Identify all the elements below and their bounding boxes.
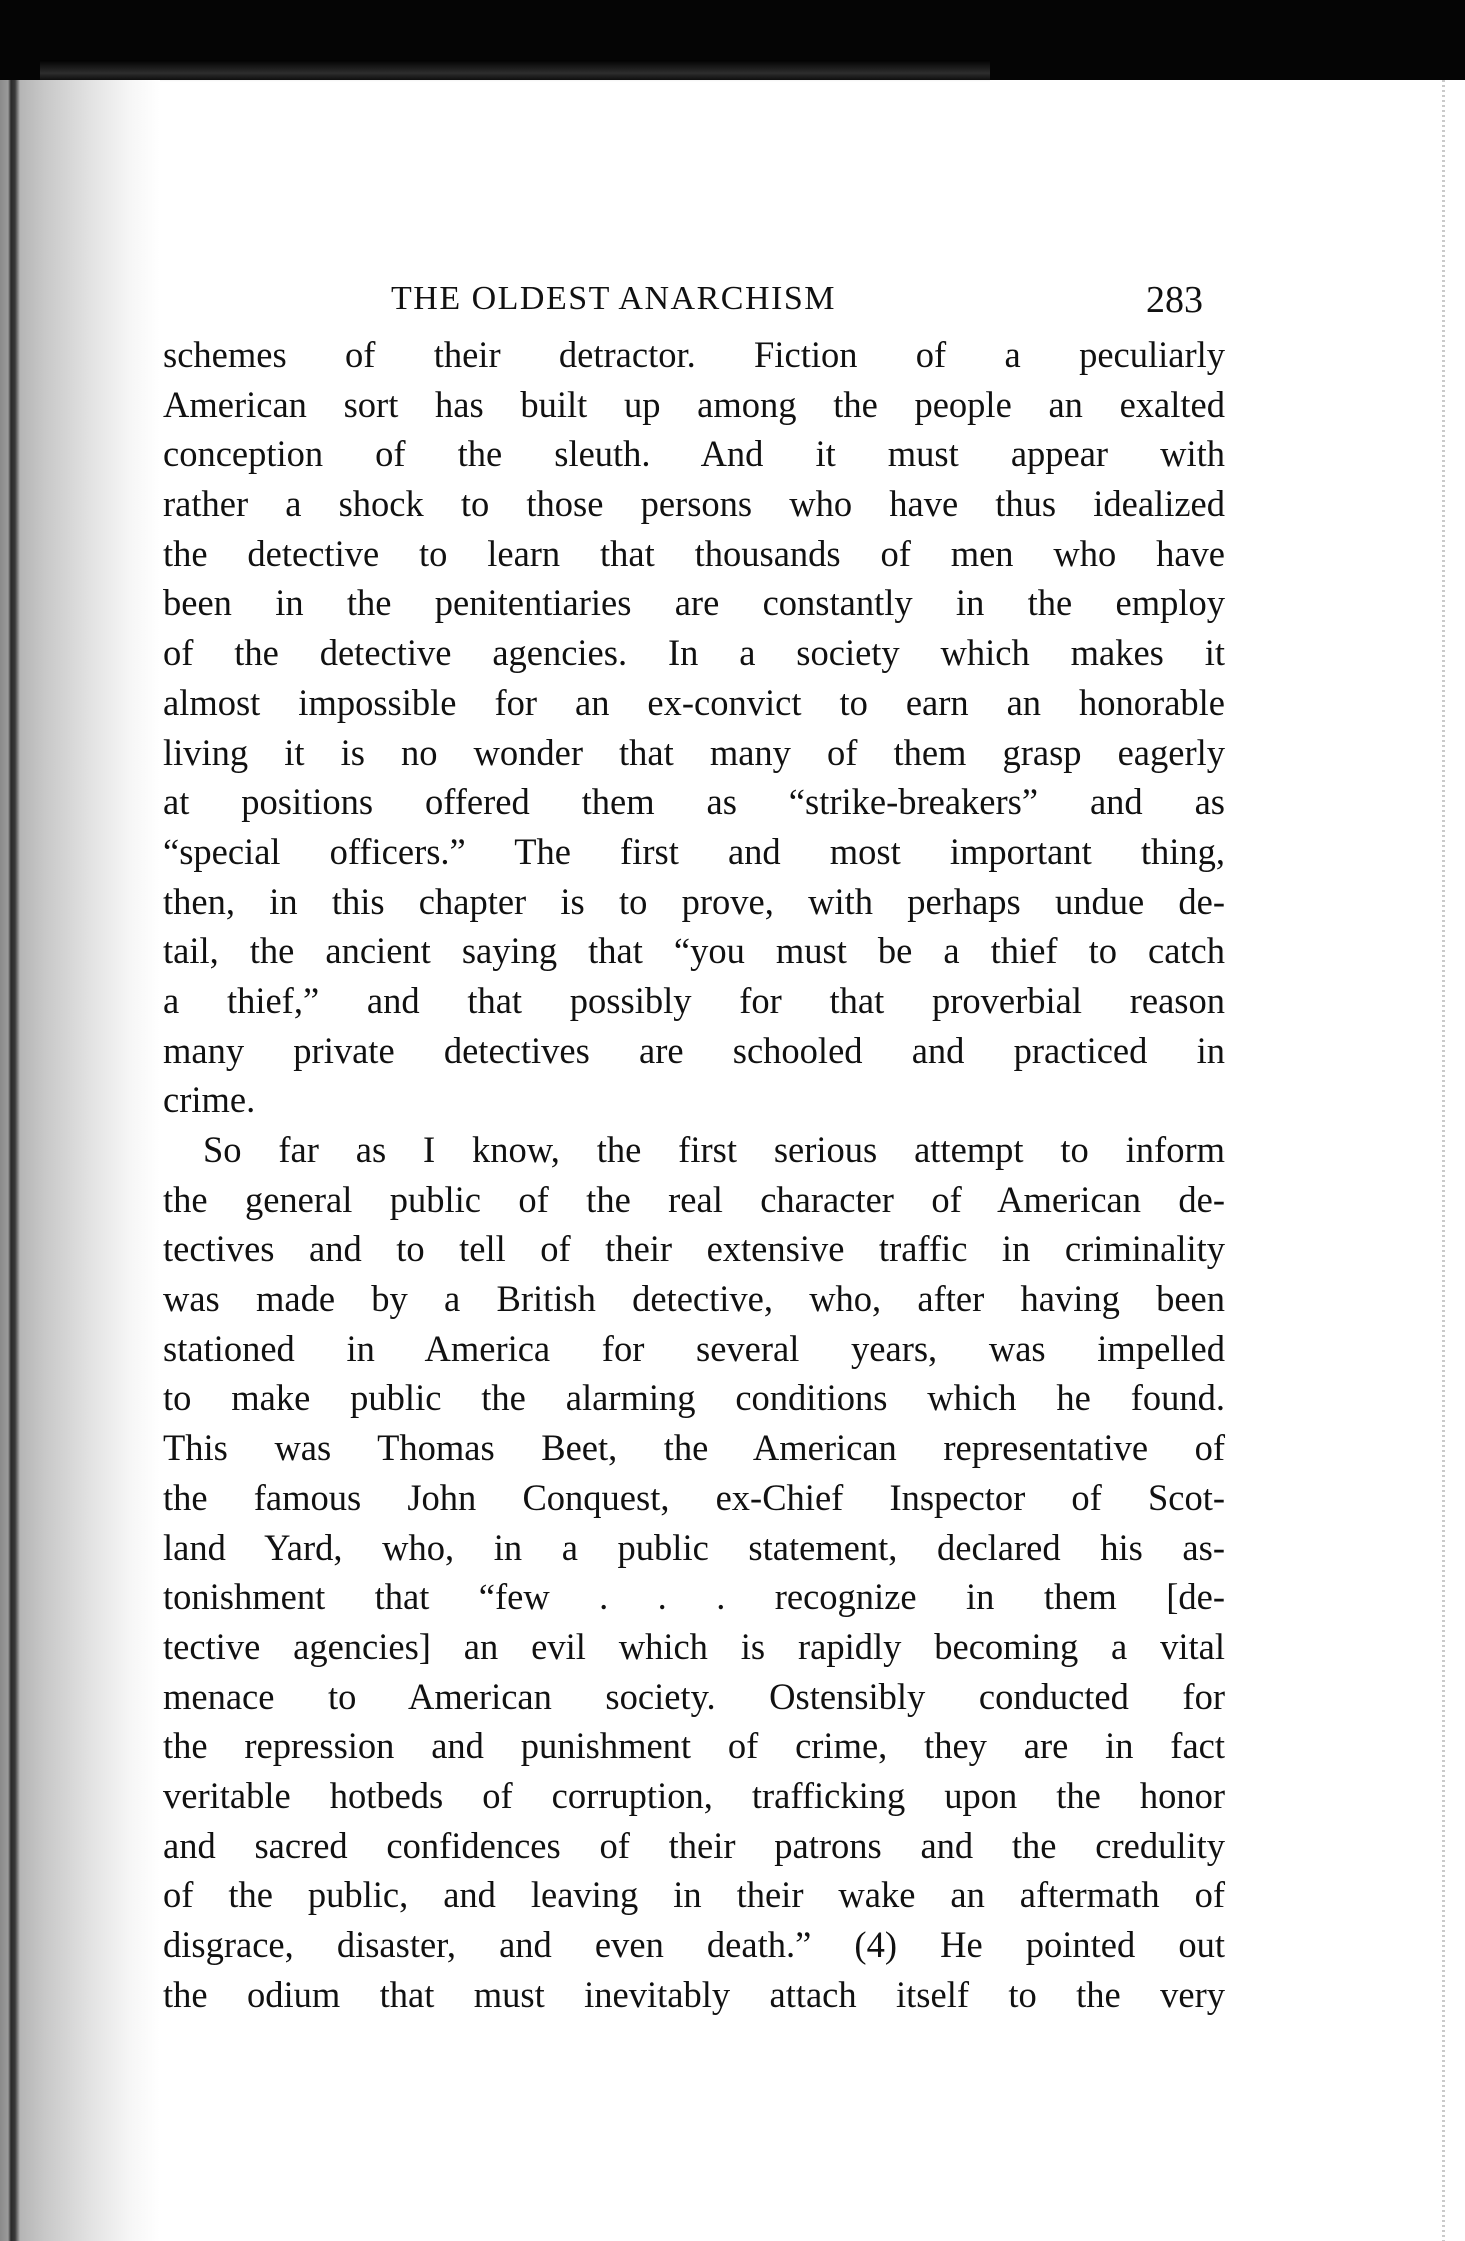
text-line: “special officers.” The first and most important thing, — [163, 830, 1225, 872]
text-line: the odium that must inevitably attach itself to the very — [163, 1973, 1225, 2015]
text-line: at positions offered them as “strike-breakers” and as — [163, 781, 1225, 823]
text-line: almost impossible for an ex-convict to earn an honorable — [163, 681, 1225, 723]
text-line: conception of the sleuth. And it must appear with — [163, 433, 1225, 475]
text-line: rather a shock to those persons who have thus idealized — [163, 483, 1225, 525]
text-line: the general public of the real character of American de- — [163, 1178, 1225, 1220]
scan-page-edge-shadow — [40, 60, 990, 82]
running-title: THE OLDEST ANARCHISM — [391, 280, 836, 317]
text-line: of the detective agencies. In a society which makes it — [163, 632, 1225, 674]
text-line: schemes of their detractor. Fiction of a peculiarly — [163, 334, 1225, 375]
body-text — [163, 330, 1225, 2019]
text-line: tonishment that “few . . . recognize in them [de- — [163, 1576, 1225, 1618]
text-line: a thief,” and that possibly for that proverbial reason — [163, 979, 1225, 1021]
text-line: tective agencies] an evil which is rapidly becoming a vital — [163, 1625, 1225, 1667]
text-line: land Yard, who, in a public statement, declared his as- — [163, 1526, 1225, 1568]
page-right-edge — [1442, 80, 1445, 2241]
text-line: been in the penitentiaries are constantly in the employ — [163, 582, 1225, 624]
text-line: the detective to learn that thousands of men who have — [163, 532, 1225, 574]
book-binding-shadow — [0, 80, 160, 2241]
text-line: to make public the alarming conditions which he found. — [163, 1377, 1225, 1419]
text-line: and sacred confidences of their patrons and the credulity — [163, 1824, 1225, 1866]
text-line: living it is no wonder that many of them grasp eagerly — [163, 731, 1225, 773]
text-line-content: So far as I know, the first serious attempt to inform — [203, 1129, 1225, 1170]
paragraph-2 — [163, 1125, 1225, 2019]
running-header — [163, 272, 1225, 330]
text-line: the repression and punishment of crime, they are in fact — [163, 1725, 1225, 1767]
page-number: 283 — [1146, 279, 1203, 321]
text-line: tail, the ancient saying that “you must be a thief to catch — [163, 930, 1225, 972]
text-line: was made by a British detective, who, after having been — [163, 1278, 1225, 1320]
text-line: American sort has built up among the people an exalted — [163, 383, 1225, 425]
text-line-indented — [163, 1125, 1225, 1175]
text-line: of the public, and leaving in their wake an aftermath of — [163, 1874, 1225, 1916]
text-line: menace to American society. Ostensibly conducted for — [163, 1675, 1225, 1717]
text-line: tectives and to tell of their extensive traffic in criminality — [163, 1228, 1225, 1270]
text-line: disgrace, disaster, and even death.” (4) He pointed out — [163, 1924, 1225, 1965]
text-line: veritable hotbeds of corruption, trafficking upon the honor — [163, 1774, 1225, 1816]
text-line: This was Thomas Beet, the American representative of — [163, 1427, 1225, 1469]
book-page — [163, 272, 1225, 2019]
text-line: the famous John Conquest, ex-Chief Inspector of Scot- — [163, 1476, 1225, 1518]
text-line: many private detectives are schooled and practiced in — [163, 1029, 1225, 1071]
text-line: crime. — [163, 1079, 256, 1121]
text-line: then, in this chapter is to prove, with perhaps undue de- — [163, 880, 1225, 922]
text-line: stationed in America for several years, was impelled — [163, 1327, 1225, 1369]
paragraph-1 — [163, 330, 1225, 1125]
